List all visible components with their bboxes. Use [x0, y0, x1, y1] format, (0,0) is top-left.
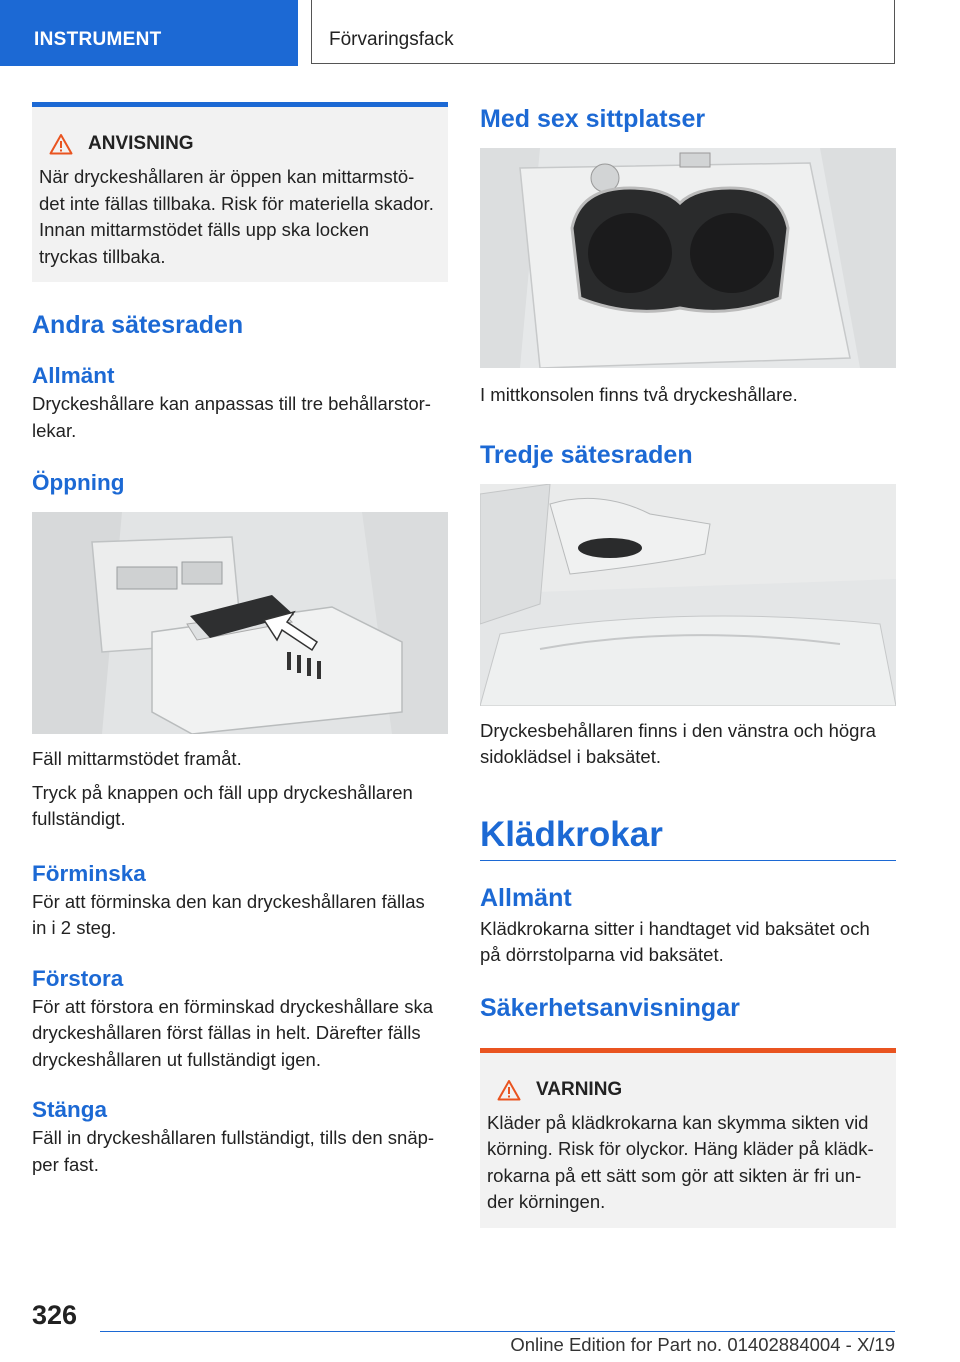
text-line: Klädkrokarna sitter i handtaget vid baksätet och	[480, 917, 870, 939]
paragraph-forstora	[32, 994, 448, 1074]
warning-line: der körningen.	[487, 1191, 606, 1212]
paragraph-med-sex: I mittkonsolen finns två dryckeshållare.	[480, 384, 798, 405]
footer-edition: Online Edition for Part no. 01402884004 - X/19	[510, 1334, 895, 1355]
right-column	[480, 102, 896, 1228]
text-line: lekar.	[32, 419, 77, 441]
figure-center-console	[480, 148, 896, 368]
text-line: Dryckesbehållaren finns i den vänstra och högra	[480, 719, 876, 741]
left-column	[32, 102, 448, 1178]
warning-triangle-icon	[49, 133, 73, 155]
text-line: dryckeshållaren först fällas in helt. Därefter fälls	[32, 1022, 421, 1043]
heading-allmant: Allmänt	[32, 363, 115, 388]
heading-forminska: Förminska	[32, 860, 146, 886]
heading-allmant-right: Allmänt	[480, 883, 572, 912]
text-line: in i 2 steg.	[32, 917, 117, 938]
text-line: Tryck på knappen och fäll upp dryckeshållaren	[32, 781, 413, 803]
text-line: Fäll in dryckeshållaren fullständigt, tills den snäp-	[32, 1127, 435, 1148]
warning-box	[480, 1048, 896, 1228]
paragraph-tredje	[480, 718, 896, 771]
text-line: per fast.	[32, 1153, 99, 1175]
page-number: 326	[32, 1300, 78, 1330]
armrest-illustration	[32, 512, 448, 734]
heading-stanga: Stänga	[32, 1097, 108, 1122]
paragraph-allmant-right	[480, 916, 896, 969]
heading-andra-satesraden: Andra sätesraden	[32, 311, 244, 339]
paragraph-allmant	[32, 391, 448, 444]
paragraph-stanga	[32, 1125, 448, 1178]
footer-rule	[100, 1331, 895, 1332]
text-line: dryckeshållaren ut fullständigt igen.	[32, 1048, 321, 1070]
heading-med-sex-sittplatser: Med sex sittplatser	[480, 105, 706, 133]
notice-header	[49, 133, 440, 155]
warning-text	[487, 1110, 888, 1216]
text-line: Dryckeshållare kan anpassas till tre behållarstor-	[32, 393, 431, 414]
notice-line: Innan mittarmstödet fälls upp ska locken	[39, 219, 370, 240]
heading-kladkrokar: Klädkrokar	[480, 815, 896, 861]
heading-sakerhetsanvisningar: Säkerhetsanvisningar	[480, 993, 740, 1022]
figure-third-row	[480, 484, 896, 706]
heading-oppning: Öppning	[32, 470, 125, 495]
warning-line: Kläder på klädkrokarna kan skymma sikten vid	[487, 1111, 869, 1133]
warning-triangle-icon	[497, 1079, 521, 1101]
paragraph-oppning-1: Fäll mittarmstödet framåt.	[32, 748, 242, 769]
text-line: på dörrstolparna vid baksätet.	[480, 944, 724, 965]
paragraph-forminska	[32, 889, 448, 942]
notice-line: det inte fällas tillbaka. Risk för materiella skador.	[39, 192, 434, 214]
paragraph-oppning-2	[32, 780, 448, 833]
text-line: För att förstora en förminskad dryckeshållare ska	[32, 995, 433, 1017]
warning-line: rokarna på ett sätt som gör att sikten är fri un-	[487, 1164, 862, 1186]
section-tab: INSTRUMENT	[0, 0, 298, 66]
notice-box	[32, 102, 448, 282]
warning-title: VARNING	[536, 1078, 623, 1100]
notice-line: När dryckeshållaren är öppen kan mittarmstö-	[39, 166, 415, 187]
notice-line: tryckas tillbaka.	[39, 245, 166, 267]
side-trim-illustration	[480, 484, 896, 706]
heading-forstora: Förstora	[32, 965, 124, 991]
warning-header	[497, 1079, 888, 1101]
text-line: sidoklädsel i baksätet.	[480, 746, 661, 767]
text-line: För att förminska den kan dryckeshållaren fällas	[32, 890, 425, 912]
notice-title: ANVISNING	[88, 133, 194, 154]
warning-line: körning. Risk för olyckor. Häng kläder på klädk-	[487, 1138, 874, 1159]
heading-tredje-satesraden: Tredje sätesraden	[480, 440, 693, 469]
page-title: Förvaringsfack	[311, 0, 895, 64]
text-line: fullständigt.	[32, 808, 126, 829]
figure-armrest	[32, 512, 448, 734]
notice-text	[39, 164, 440, 270]
cupholders-illustration	[480, 148, 896, 368]
